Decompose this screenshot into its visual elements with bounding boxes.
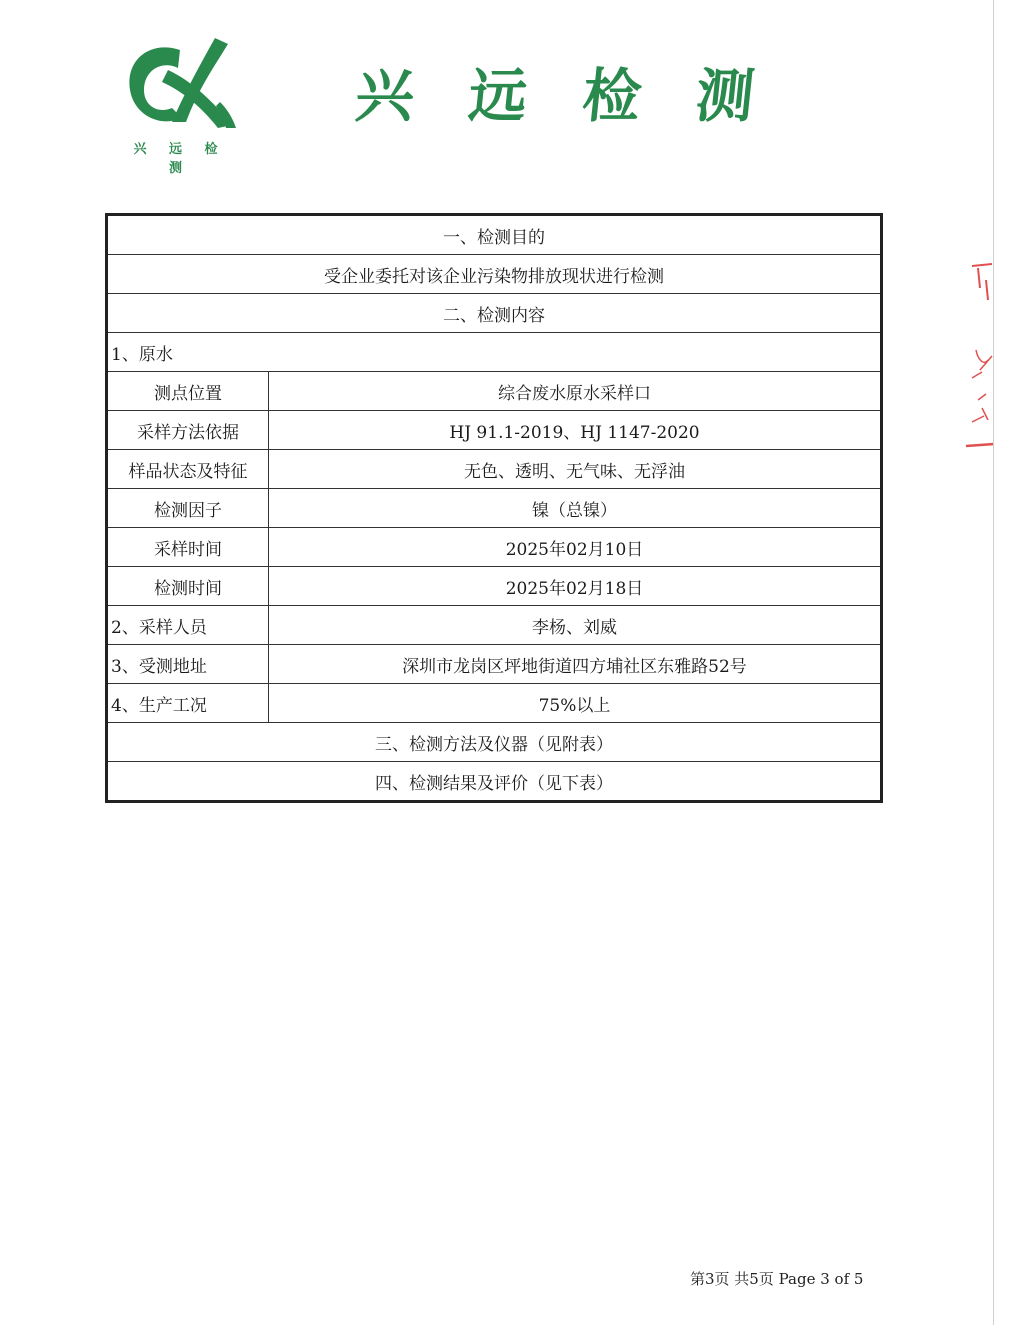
row-value: 综合废水原水采样口	[269, 372, 882, 411]
row-label: 测点位置	[107, 372, 269, 411]
brand-title-char: 兴	[352, 62, 418, 130]
row-value: HJ 91.1-2019、HJ 1147-2020	[269, 411, 882, 450]
table-row	[107, 255, 882, 294]
row-label: 采样方法依据	[107, 411, 269, 450]
row-label: 样品状态及特征	[107, 450, 269, 489]
table-row	[107, 684, 882, 723]
table-row	[107, 333, 882, 372]
row-value: 无色、透明、无气味、无浮油	[269, 450, 882, 489]
row-value: 2025年02月18日	[269, 567, 882, 606]
row-value: 李杨、刘威	[269, 606, 882, 645]
table-row	[107, 606, 882, 645]
company-logo	[120, 30, 240, 176]
table-row	[107, 411, 882, 450]
row-label: 3、受测地址	[107, 645, 269, 684]
table-row	[107, 372, 882, 411]
table-row	[107, 215, 882, 255]
row-value: 75%以上	[269, 684, 882, 723]
page-number: 第3页 共5页 Page 3 of 5	[690, 1270, 864, 1288]
table-row	[107, 294, 882, 333]
table-row	[107, 645, 882, 684]
page-edge-line	[993, 0, 994, 1325]
table-row	[107, 762, 882, 802]
red-seal-stamp	[958, 260, 998, 455]
results-heading: 四、检测结果及评价（见下表）	[107, 762, 882, 802]
row-label: 检测因子	[107, 489, 269, 528]
raw-water-label: 1、原水	[107, 333, 882, 372]
row-label: 4、生产工况	[107, 684, 269, 723]
table-row	[107, 450, 882, 489]
row-label: 2、采样人员	[107, 606, 269, 645]
table-row	[107, 567, 882, 606]
row-value: 2025年02月10日	[269, 528, 882, 567]
purpose-heading: 一、检测目的	[107, 215, 882, 255]
table-row	[107, 489, 882, 528]
row-value: 镍（总镍）	[269, 489, 882, 528]
logo-caption: 兴 远 检 测	[133, 142, 227, 176]
brand-title-char: 测	[692, 62, 758, 130]
method-heading: 三、检测方法及仪器（见附表）	[107, 723, 882, 762]
page-header	[0, 0, 1024, 200]
purpose-text: 受企业委托对该企业污染物排放现状进行检测	[107, 255, 882, 294]
row-label: 检测时间	[107, 567, 269, 606]
brand-title	[352, 56, 758, 136]
logo-emblem-icon	[120, 30, 240, 135]
report-table	[105, 213, 883, 803]
table-row	[107, 723, 882, 762]
brand-title-char: 远	[465, 62, 531, 130]
table-row	[107, 528, 882, 567]
brand-title-char: 检	[579, 62, 645, 130]
row-value: 深圳市龙岗区坪地街道四方埔社区东雅路52号	[269, 645, 882, 684]
content-heading: 二、检测内容	[107, 294, 882, 333]
row-label: 采样时间	[107, 528, 269, 567]
